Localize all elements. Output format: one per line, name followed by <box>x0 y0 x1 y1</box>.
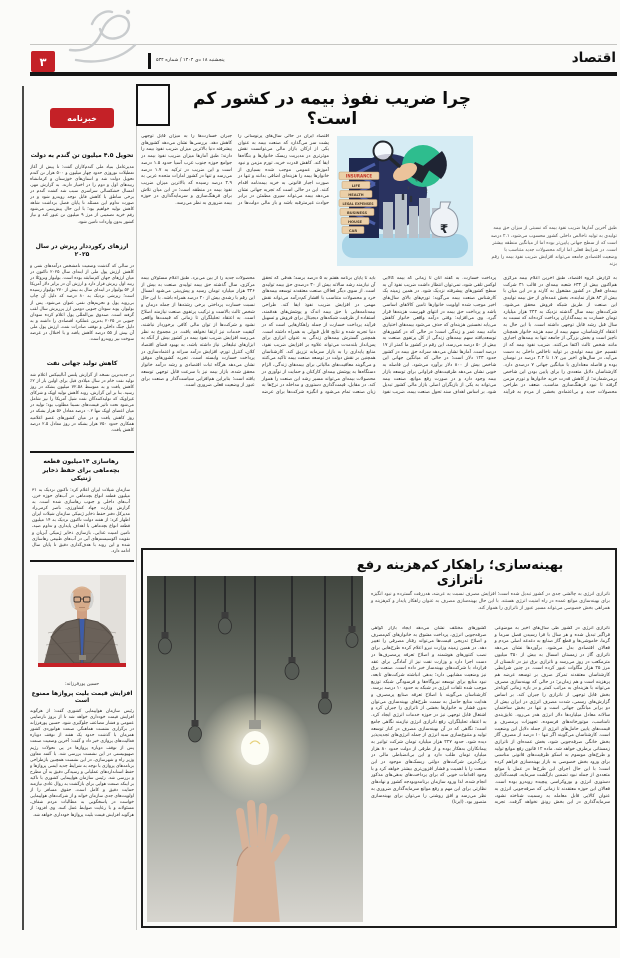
main-content <box>141 84 617 946</box>
svg-text:₹: ₹ <box>425 190 428 195</box>
official-portrait-photo <box>38 575 126 663</box>
newsletter-sidebar <box>30 86 134 936</box>
news-item-body: در سالی که گذشت وضعیت نامشخص درآمدهای نفتی و کاهش ارزش پول ملی از ابتدای سال ۲۰۲۵ تاکنون در میان ارزهای جهان کم‌سابقه بوده است. بولیوار ونزوئلا در رتبه اول ریزش قرار دارد و ارزش آن در برابر دلار آمریکا از ۵۲ بولیوار در ابتدای سال به بیش از ۲۷۰ بولیوار رسیده است؛ ریزشی نزدیک به ۸۰ درصد که دلیل آن چاپ بی‌رویه پول و تحریم‌های نفتی عنوان می‌شود. پس از بولیوار، پوند سودان جنوبی دومین ارز پرریزش سال لقب گرفته است. صندوق بین‌المللی پول اعلام کرده سودان جنوبی در ۲۰۲۵ بدترین عملکرد اقتصادی را داشته و به دلیل جنگ داخلی و توقف صادرات نفت، ارزش پول ملی آن بیش از ۵۵ درصد کاهش یافته و با اختلال در عرضه سوخت نیز روبه‌رو است. <box>30 264 134 343</box>
sign-label: HOUSE <box>347 219 363 224</box>
headline-ornament-box <box>136 84 170 126</box>
news-item-oil <box>30 360 134 434</box>
news-item-title: رهاسازی ۱۴میلیون قطعه بچه‌ماهی برای حفظ ذخایر ژنتیکی <box>42 457 120 483</box>
header-thick-rule <box>30 72 617 76</box>
sign-label: LIFE <box>351 183 361 188</box>
sign-label: BUSINESS <box>346 210 368 215</box>
news-item-title: تحویل ۴.۵ میلیون تن گندم به دولت <box>30 152 134 159</box>
news-item-wheat <box>30 152 134 226</box>
news-item-body: رئیس سازمان هواپیمایی کشوری گفت: از هرگونه افزایش قیمت خودداری خواهد شد تا از بروز نارضایتی عمومی و فشار مضاعف جلوگیری شود. حسین پورفرزانه در برگزاری نشست هماهنگی صنعت هوانوردی کشور همزمان با گذشت حدود یک هفته از توقف دوباره فعالیت‌های پروازی خبر داد و گفت: آخرین وضعیت صنعت پس از توقف دوباره پروازها در پی تحولات رژیم صهیونیستی در این نشست بررسی شد. با گفته معاون وزیر راه و شهرسازی، در این نشست همچنین بازطراحی برنامه‌های پروازی با توجه به شرایط جدید ایمنی پروازها و حفظ استانداردهای عملیاتی و رسیدگی دقیق به آن مطرح و بررسی شد. رئیس سازمان هواپیمایی کشوری با تاکید بر اینکه صنعت هوایی برای بازگشت به روال عادی نیازمند حمایت دقیق و کامل است، حقوق مسافر را از اولویت‌های جدی سازمان خواند و از شرکت‌های هواپیمایی خواست در پاسخگویی به مطالبات مردم شفاف، مسئولانه و با رعایت ضوابط عمل کنند. وی افزود: از هرگونه افزایش قیمت بلیت پروازها خودداری خواهد شد. <box>30 708 134 818</box>
speaker-name: حسین پورفرزانه: <box>64 681 100 687</box>
news-item-title: ارزهای رکورددار ریزش در سال ۲۰۲۵ <box>35 242 129 259</box>
photo-underline-bar <box>38 663 126 667</box>
news-item-body: سازمان شیلات ایران اعلام کرد: تاکنون نزدیک به ۳۱ میلیون قطعه انواع بچه‌ماهی در آب‌های حوزه خزر، آب‌های داخلی و جنوب رهاسازی شده است. به گزارش وزارت جهاد کشاورزی، ناصر کرمی‌راد مدیرکل دفتر حفظ ذخایر ژنتیکی سازمان شیلات ایران اظهار کرد: از هفته دولت تاکنون نزدیک به ۱۴ میلیون قطعه انواع بچه‌ماهی با اهداف پایداری و تداوم صید، تامین امنیت غذایی، بازسازی ذخایر ژنتیکی آبزیان و تقویت اکوسیستم‌های آبی در آب‌های طبیعی رهاسازی شده و این روند با هدف‌گذاری دقیق تا پایان سال ادامه دارد. <box>32 487 131 554</box>
energy-article-box <box>141 548 617 928</box>
sign-label: CAR <box>348 228 358 233</box>
svg-text:₹: ₹ <box>407 187 410 192</box>
news-item-aviation <box>30 682 134 819</box>
news-item-body: مدیرعامل بنیاد ملی گندم‌کاران گفت: تا پیش از آغاز تعطیلات نوروزی حدود چهار میلیون و ۵۰۰ هزار تن گندم تحویل دولت شد و استان‌های خوزستان و کرمانشاه رتبه‌های اول و دوم را در اختیار دارند. به گزارش مهر، امسال خشکسالی سراسری سبب شد کشت گندم در برخی مناطق با کاهش قابل توجه روبه‌رو شود و در صورت تداوم این مسئله تا پایان فصل برداشت شاهد کاهش تولید خواهیم بود؛ با این حال پیش‌بینی می‌شود رقم خرید تضمینی از مرز ۹ میلیون تن عبور کند و نیاز کشور بدون واردات تامین شود. <box>30 164 134 225</box>
news-item-body: در جدیدترین نسخه از گزارش پلتس آنالیتیکس اعلام شد تولید نفت خام در سال میلادی قبل برای اولین بار از ۲٪ کاهش یافت و به متوسط ۷۲.۵۸ میلیون بشکه در روز رسید. بنا بر این گزارش، روند کاهش تولید اوپک و شرکای غیراوپک که تولیدکنندگان نفت شیل آمریکا را نیز شامل می‌شود تحت تاثیر قیمت‌های نسبتا مطلوب بود؛ تولید در میان اعضای اوپک تنها ۰.۲ درصد معادل ۵۶ هزار بشکه در روز کاهش یافت و در میان کشورهای عضو اعلامیه همکاری حدود ۷۵۰ هزار بشکه در روز معادل ۲.۵ درصد کاهش یافت. <box>30 372 134 433</box>
news-item-title: کاهش تولید جهانی نفت <box>46 360 118 368</box>
sign-label: INSURANCE <box>345 173 373 179</box>
issue-date-line: پنجشنبه ۱۸ دی ۱۴۰۴ / شماره ۵۳۴ <box>156 58 225 63</box>
main-article-body: به گزارش گروه اقتصاد، طبق آخرین اعلام بیمه مرکزی هم‌اکنون بیش از ۶۳۳ شعبه بیمه‌ای در قالب ۳۱ شرکت بیمه‌ای فعال در کشور مشغول به کارند و در این میان با بیش از ۸۳ هزار نماینده، بخش عمده‌ای از حق بیمه تولیدی این صنعت از طریق شبکه فروش محقق می‌شود. شرکت‌های بیمه سال گذشته نزدیک به ۲۴۲ هزار میلیارد تومان خسارت به بیمه‌گذاران پرداخت کرده‌اند که نسبت به سال قبل رشد قابل توجهی داشته است. با این حال به اعتقاد کارشناسان، سهم بیمه از سبد هزینه خانوار همچنان ناچیز است و بخش بزرگی از جامعه تنها به بیمه‌های اجباری مانند شخص ثالث اکتفا می‌کنند. ضریب نفوذ بیمه که از تقسیم حق بیمه تولیدی بر تولید ناخالص داخلی به دست می‌آید، در سال‌های اخیر بین ۱.۷ تا ۲.۳ درصد در نوسان بوده و فاصله معناداری با میانگین جهانی ۷ درصدی دارد. کارشناسان دلایل متعددی را برای پایین بودن این شاخص برمی‌شمارند؛ از کاهش قدرت خرید خانوارها و تورم مزمن گرفته تا نبود فرهنگ‌سازی مناسب، ضعف در طراحی محصولات جدید و بی‌اعتمادی بخشی از مردم به فرآیند پرداخت خسارت. به گفته آنان تا زمانی که بیمه کالایی لوکس تلقی شود، نمی‌توان انتظار داشت ضریب نفوذ آن به سطح کشورهای پیشرفته نزدیک شود. در همین زمینه یک کارشناس صنعت بیمه می‌گوید: تورم‌های بالای سال‌های اخیر موجب شده اولویت خانوارها تامین کالاهای اساسی باشد و پرداخت حق بیمه در انتهای فهرست هزینه‌ها قرار گیرد. وی می‌افزاید: وقتی درآمد واقعی خانوار کاهش می‌یابد نخستین هزینه‌ای که حذف می‌شود بیمه‌های اختیاری مانند بیمه عمر و زندگی است؛ در حالی که در کشورهای توسعه‌یافته سهم بیمه‌های زندگی از کل پرتفوی صنعت به بیش از ۵۰ درصد می‌رسد، این رقم در کشور ما کمتر از ۱۷ درصد است. آمارها نشان می‌دهد سرانه حق بیمه در کشور حدود ۱۲۳ دلار است؛ در حالی که میانگین جهانی این شاخص بیش از ۸۰۰ دلار برآورد می‌شود. این فاصله به خوبی نشان می‌دهد ظرفیت‌های فراوانی برای توسعه بازار بیمه وجود دارد و در صورت رفع موانع، صنعت بیمه می‌تواند به یکی از بازیگران اصلی بازار مالی کشور تبدیل شود. بر اساس اهداف سند تحول صنعت بیمه، ضریب نفوذ باید تا پایان برنامه هفتم به ۵ درصد برسد؛ هدفی که تحقق آن نیازمند رشد سالانه بیش از ۳۰ درصدی حق بیمه تولیدی است. از سوی دیگر فعالان صنعت معتقدند توسعه بیمه‌های خرد و محصولات متناسب با اقشار کم‌درآمد می‌تواند نقش مهمی در افزایش ضریب نفوذ ایفا کند. طراحی بیمه‌نامه‌هایی با حق بیمه اندک و پوشش‌های هدفمند، استفاده از ظرفیت شبکه‌های دیجیتال برای فروش و تسهیل فرآیند پرداخت خسارت از جمله راهکارهایی است که در دنیا تجربه شده و نتایج قابل قبولی به همراه داشته است. همچنین گسترش بیمه‌های زندگی به عنوان ابزاری برای پس‌انداز بلندمدت می‌تواند علاوه بر افزایش ضریب نفوذ، منابع پایداری را به بازار سرمایه تزریق کند. کارشناسان همچنین بر نقش دولت در توسعه صنعت بیمه تاکید می‌کنند و می‌گویند معافیت‌های مالیاتی برای بیمه‌های زندگی، الزام دستگاه‌ها به پوشش بیمه‌ای کارکنان و حمایت از نوآوری در محصولات بیمه‌ای می‌تواند مسیر رشد این صنعت را هموار کند. در مقابل، قیمت‌گذاری دستوری و مداخله در نرخ‌ها به زیان صنعت تمام می‌شود و انگیزه شرکت‌ها برای عرضه محصولات جدید را از بین می‌برد. طبق اعلام مسئولان بیمه مرکزی، سال گذشته حق بیمه تولیدی صنعت به بیش از ۳۲۶ هزار میلیارد تومان رسید و پیش‌بینی می‌شود امسال این رقم با رشدی بیش از ۴۰ درصد همراه باشد. با این حال نسبت خسارت پرداختی برخی رشته‌ها از جمله درمان و شخص ثالث بالاست و ترکیب پرتفوی صنعت نیازمند اصلاح است. به اعتقاد تحلیلگران تا زمانی که قیمت‌ها واقعی نشود و شرکت‌ها از توان مالی کافی برخوردار نباشند، کیفیت خدمات نیز ارتقا نخواهد یافت. در مجموع به نظر می‌رسد افزایش ضریب نفوذ بیمه در کشور بیش از آنکه به ابزارهای تبلیغاتی نیاز داشته باشد، به بهبود فضای اقتصاد کلان، کنترل تورم، افزایش درآمد سرانه و اعتمادسازی در پرداخت خسارت وابسته است. تجربه کشورهای موفق نشان می‌دهد هرگاه ثبات اقتصادی و رشد درآمد خانوار محقق شده، بازار بیمه نیز با سرعت قابل توجهی توسعه یافته است؛ بنابراین هم‌افزایی سیاست‌گذار و صنعت برای عبور از وضعیت فعلی ضروری است. <box>141 276 617 395</box>
news-item-currencies <box>30 243 134 344</box>
page-edge-rule <box>22 86 24 930</box>
svg-text:₹: ₹ <box>439 222 449 236</box>
svg-text:₹: ₹ <box>415 179 418 184</box>
news-item-title: افزایش قیمت بلیت پروازها ممنوع است <box>31 689 133 704</box>
main-headline: چرا ضریب نفوذ بیمه در کشور کم است؟ <box>193 89 471 129</box>
lightbulbs-photo <box>147 576 363 922</box>
header-divider-bar <box>148 53 151 69</box>
main-article-top-row <box>141 134 617 270</box>
energy-headline: بهینه‌سازی؛ راهکار کم‌هزینه رفع ناترازی <box>356 558 564 588</box>
energy-lead: ناترازی انرژی به چالشی جدی در کشور تبدیل شده است؛ افزایش مصرف نسبت به عرضه، هدررفت گسترده و نبود انگیزه برای بهینه‌سازی موانع عمده در راه امنیت انرژی هستند. با این حال بهینه‌سازی مصرف به عنوان راهکار پایدار و کم‌هزینه و همراهی بخش خصوصی می‌تواند مسیر عبور از ناترازی را هموار کند. <box>371 592 610 611</box>
illustration-caption: طبق آخرین آمارها ضریب نفوذ بیمه که نسبتی از میزان حق بیمه تولیدی به تولید ناخالص داخلی کشور محسوب می‌شود، ۲.۱ درصد است که از سطح جهانی پایین‌تر بوده اما از میانگین منطقه بیشتر است. در شرایط فعلی اما ارائه محصولات جدید متناسب با وضعیت اقتصادی جامعه می‌تواند افزایش ضریب نفوذ بیمه را رقم بزند <box>490 226 617 267</box>
newsletter-badge: خبرنامه <box>50 108 114 128</box>
sidebar-separator-rule <box>136 86 137 930</box>
sign-label: HEALTH <box>348 192 364 197</box>
energy-article-body: ناترازی انرژی در کشور طی سال‌های اخیر به موضوعی فراگیر تبدیل شده و هر سال با فرا رسیدن فصل سرما و گرما، خاموشی‌ها و قطع گاز صنایع به دغدغه اصلی مردم و فعالان اقتصادی بدل می‌شود. برآوردها نشان می‌دهد ناترازی گاز در زمستان امسال به بیش از ۳۵۰ میلیون مترمکعب در روز می‌رسد و ناترازی برق نیز در تابستان از مرز ۲۵ هزار مگاوات عبور کرده است. در چنین شرایطی کارشناسان معتقدند تمرکز صرف بر توسعه عرضه هم پرهزینه است و هم زمان‌بر؛ در حالی که بهینه‌سازی مصرف می‌تواند با هزینه‌ای به مراتب کمتر و در بازه زمانی کوتاه‌تر بخش قابل توجهی از ناترازی را جبران کند. بر اساس گزارش‌های رسمی، شدت مصرف انرژی در ایران بیش از دو برابر میانگین جهانی است و تنها در بخش ساختمان سالانه معادل میلیاردها دلار انرژی هدر می‌رود. عایق‌بندی نامناسب، موتورخانه‌های فرسوده، تجهیزات پرمصرف و قیمت‌های پایین حامل‌های انرژی از جمله دلایل این وضعیت است. کارشناسان می‌گویند اگر تنها ۱۰ درصد از مصرف گاز بخش خانگی صرفه‌جویی شود، بخش عمده‌ای از ناترازی زمستانی برطرف خواهد شد. ماده ۱۲ قانون رفع موانع تولید و طرح‌های موسوم به اسکو ظرفیت‌های قانونی مناسبی برای ورود بخش خصوصی به بازار بهینه‌سازی فراهم کرده است؛ با این حال اجرای این طرح‌ها در عمل با موانع متعددی از جمله نبود تضمین بازگشت سرمایه، قیمت‌گذاری دستوری انرژی و بوروکراسی پیچیده روبه‌رو بوده است. فعالان این حوزه معتقدند تا زمانی که صرفه‌جویی انرژی به عنوان کالایی قابل معامله به رسمیت شناخته نشود، سرمایه‌گذاری در این بخش رونق نخواهد گرفت. تجربه کشورهای مختلف نشان می‌دهد ایجاد بازار گواهی صرفه‌جویی انرژی، پرداخت مشوق به خانوارهای کم‌مصرف و اصلاح تدریجی قیمت‌ها می‌تواند رفتار مصرفی را تغییر دهد. در همین زمینه وزارت نیرو اعلام کرده طرح‌هایی برای نصب کنتورهای هوشمند و اصلاح تعرفه پرمصرف‌ها در دست اجرا دارد و وزارت نفت نیز از آمادگی برای عقد قرارداد با شرکت‌های بهینه‌ساز خبر داده است. صنعت برق نیز وضعیت مشابهی دارد؛ بدهی انباشته شرکت‌های تابعه، نبود منابع برای توسعه نیروگاه‌ها و فرسودگی شبکه توزیع موجب شده تلفات انرژی در شبکه به حدود ۱۰ درصد برسد. کارشناسان می‌گویند با اصلاح تعرفه صنایع پرمصرف و هدایت منابع حاصل به سمت طرح‌های بهینه‌سازی می‌توان بدون فشار به خانوارها بخشی از ناترازی را جبران کرد و اشتغال قابل توجهی نیز در حوزه خدمات انرژی ایجاد کرد. به اعتقاد تحلیلگران، رفع ناترازی انرژی نیازمند نگاهی جامع است؛ نگاهی که در آن بهینه‌سازی مصرف در کنار توسعه تولید و متنوع‌سازی سبد انرژی از جمله انرژی‌های تجدیدپذیر دیده شود. حدود ۲۲۷ هزار میلیارد تومان شرکت توانیر به پیمانکاران بدهکار بوده و از طرفی از دولت حدود ۸۰ هزار میلیارد تومان طلب دارد و این بی‌انضباطی مالی در بزرگ‌ترین شرکت‌های دولتی ریسک‌های موجود در این صنعت را با اهمیت و فشار افزون‌تری بیشتر خواهد کرد و با وجود اقدامات خوبی که برای پرداخت‌های بدهی‌های مذکور انجام شده، لذا ورود سازمان برنامه‌وبودجه کشور و نهادهای نظارتی برای این مهم و رفع موانع سرمایه‌گذاری ضروری به نظر می‌رسد و افق روشنی را می‌توان برای بهینه‌سازی متصور بود. (ایرنا) <box>371 626 610 806</box>
main-article-intro: اقتصاد ایران در حالی سال‌های پرنوسانی را پشت سر می‌گذارد که صنعت بیمه به عنوان یکی از ارکان بازار مالی می‌توانست نقش موثرتری در مدیریت ریسک خانوارها و بنگاه‌ها ایفا کند. کاهش قدرت خرید، تورم مزمن و نبود آموزش عمومی موجب شده بسیاری از خانوارها بیمه را هزینه‌ای اضافی بدانند و تنها در صورت اجبار قانونی به خرید بیمه‌نامه اقدام کنند. این در حالی است که تجربه جهانی نشان می‌دهد بیمه می‌تواند سپری مطمئن در برابر حوادث غیرمترقبه باشد و بار مالی دولت‌ها در جبران خسارت‌ها را به میزان قابل توجهی کاهش دهد. بررسی‌ها نشان می‌دهد کشورهای پیشرفته دنیا بالاترین میزان ضریب نفوذ بیمه را دارند؛ طبق آمارها میزان ضریب نفوذ بیمه در جوامع حوزه جنوب غرب آسیا حدود ۱.۵ درصد است و این ضریب در ترکیه به ۱.۷ درصد می‌رسد و تنها در کشور امارات متحده عربی به ۲.۹ درصد رسیده که بالاترین میزان ضریب نفوذ بیمه در منطقه است؛ در این میان تلاش برای فرهنگ‌سازی و سرمایه‌گذاری در حوزه بیمه ضروری به نظر می‌رسد. <box>141 134 329 207</box>
section-label: اقتصاد <box>571 50 616 66</box>
page-number-badge: ۳ <box>31 51 55 72</box>
newspaper-logo-calligraphy <box>62 4 144 70</box>
news-item-fish-boxed <box>30 451 134 562</box>
sign-label: LEGAL EXPENSES <box>342 201 374 206</box>
insurance-illustration <box>337 136 473 266</box>
